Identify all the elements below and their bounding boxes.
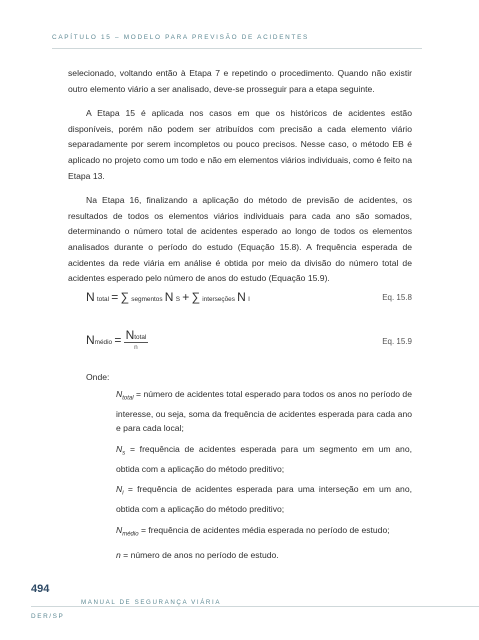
eq1-s-sub: S [175, 296, 180, 303]
definition-item: $N_{total}$ = número de acidentes total esperado para todos os anos no período de interesse, ou seja, soma da frequência de acidentes esperada para cada ano e para cada local; [116, 389, 412, 434]
eq2-equals: = [114, 332, 122, 347]
eq1-number: Eq. 15.8 [382, 293, 412, 302]
eq1-sum-symbol-2: ∑ [191, 290, 200, 304]
page-number: 494 [31, 583, 50, 595]
eq1-equals: = [111, 290, 119, 304]
definition-item: $N_{médio}$ = frequência de acidentes média esperada no período de estudo; [116, 524, 390, 538]
eq2-num-n: N [125, 328, 135, 342]
definition-item: $N_s$ = frequência de acidentes esperada para um segmento em um ano, obtida com a aplicação do método preditivo; [116, 444, 412, 474]
eq2-medio-sub: médio [94, 338, 113, 346]
eq2-fraction [124, 328, 149, 351]
onde-label: Onde: [86, 372, 110, 382]
eq2-number: Eq. 15.9 [382, 337, 412, 346]
eq2-num-sub: total [134, 334, 147, 341]
equation-15-9 [86, 328, 412, 351]
eq1-i-sub: I [248, 296, 250, 303]
eq1-n-s: N [164, 290, 174, 304]
eq1-sum-symbol: ∑ [120, 290, 130, 304]
eq2-n-medio: N [86, 332, 95, 347]
definition-item: n = número de anos no período de estudo. [116, 550, 279, 561]
eq1-plus: + [182, 290, 190, 304]
eq1-segmentos: segmentos [131, 296, 163, 303]
manual-title: MANUAL DE SEGURANÇA VIÁRIA [81, 599, 222, 606]
body-text [68, 66, 412, 296]
eq2-denominator: n [134, 344, 138, 351]
header-divider [52, 48, 422, 49]
eq1-total-sub: total [96, 296, 109, 303]
definitions-list [116, 387, 412, 569]
equation-15-8 [86, 290, 412, 304]
eq1-intersecoes: interseções [202, 296, 235, 303]
paragraph-1: selecionado, voltando então à Etapa 7 e repetindo o procedimento. Quando não existir outro elemento viário a ser analisado, deve-se prosseguir para a etapa seguinte. [68, 68, 412, 94]
paragraph-2: A Etapa 15 é aplicada nos casos em que os históricos de acidentes estão disponíveis, porém não podem ser atribuídos com precisão a cada elemento viário separadamente por serem incompletos ou pouco precisos. Nesse caso, o método EB é aplicado no projeto como um todo e não em elementos viários individuais, como é feito na Etapa 13. [68, 108, 412, 181]
organization-label: DER/SP [31, 613, 65, 620]
paragraph-3: Na Etapa 16, finalizando a aplicação do método de previsão de acidentes, os resultados de todos os elementos viários individuais para cada ano são somados, determinando o número total de acidentes esperado ao longo de todos os elementos analisados durante o período do estudo (Equação 15.8). A frequência esperada de acidentes da rede viária em análise é obtida por meio da divisão do número total de acidentes esperado pelo número de anos do estudo (Equação 15.9). [68, 195, 412, 284]
definition-item: $N_i$ = frequência de acidentes esperada para uma interseção em um ano, obtida com a aplicação do método preditivo; [116, 484, 412, 514]
footer-divider [31, 606, 479, 607]
chapter-header: CAPÍTULO 15 – MODELO PARA PREVISÃO DE ACIDENTES [52, 34, 309, 41]
eq1-n-i: N [237, 290, 246, 304]
eq1-n-total: N [86, 290, 95, 304]
